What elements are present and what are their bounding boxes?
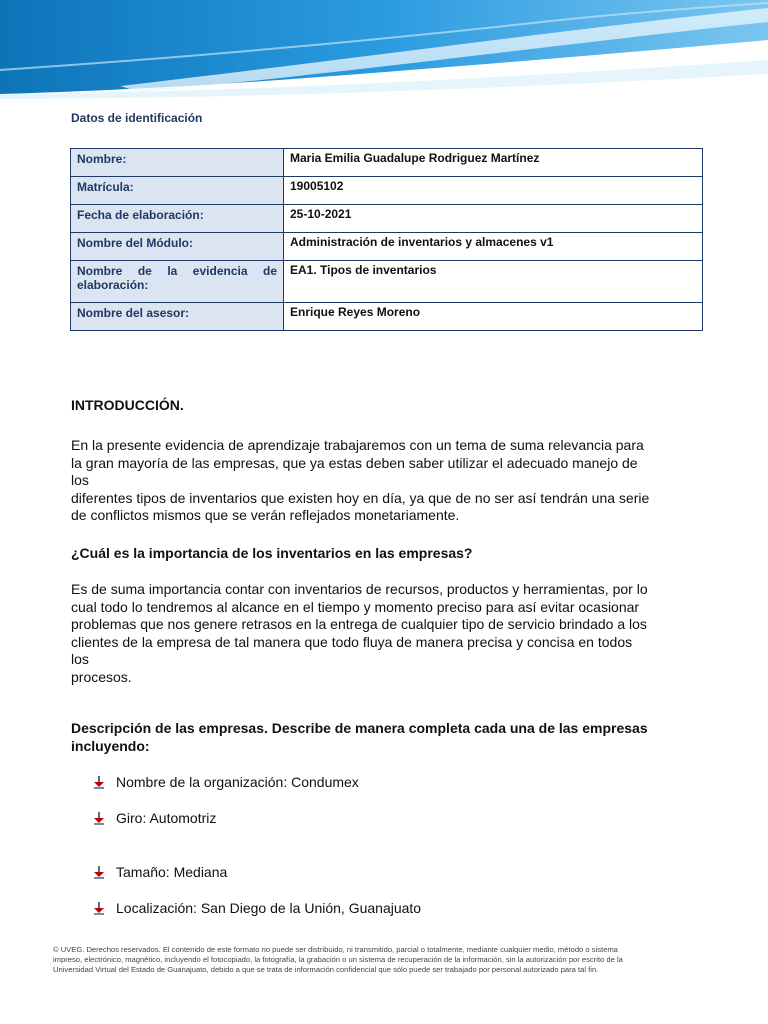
footer-line: © UVEG. Derechos reservados. El contenido de este formato no puede ser distribuido, ni transmitido, parcial o totalmente, mediante cualquier medio, método o sistema [53, 945, 618, 954]
row-value: Maria Emilia Guadalupe Rodriguez Martínez [284, 149, 703, 177]
footer-line: Universidad Virtual del Estado de Guanajuato, debido a que se trata de información confidencial que sólo puede ser trabajado por personal autorizado para tal fin. [53, 965, 599, 974]
text-line: clientes de la empresa de tal manera que todo fluya de manera precisa y concisa en todos [71, 633, 633, 650]
table-row [71, 233, 703, 261]
row-value: Enrique Reyes Moreno [284, 303, 703, 331]
list-item-text: Giro: Automotriz [116, 810, 217, 826]
text-line: En la presente evidencia de aprendizaje trabajaremos con un tema de suma relevancia para [71, 437, 644, 453]
row-label: Nombre del asesor: [71, 303, 284, 331]
arrow-down-bullet-icon [93, 866, 105, 879]
text-line: de conflictos mismos que se verán reflejados monetariamente. [71, 507, 460, 524]
text-line: cual todo lo tendremos al alcance en el tiempo y momento preciso para así evitar ocasionar [71, 598, 640, 615]
importance-paragraph [71, 581, 697, 687]
importance-heading: ¿Cuál es la importancia de los inventarios en las empresas? [71, 545, 473, 561]
text-line: los [71, 651, 89, 668]
row-label: Nombre del Módulo: [71, 233, 284, 261]
row-value: 25-10-2021 [284, 205, 703, 233]
text-line: diferentes tipos de inventarios que existen hoy en día, ya que de no ser así tendrán una serie [71, 489, 650, 506]
text-line: la gran mayoría de las empresas, que ya estas deben saber utilizar el adecuado manejo de [71, 454, 638, 471]
table-row [71, 149, 703, 177]
intro-paragraph [71, 437, 697, 525]
text-line: Es de suma importancia contar con inventarios de recursos, productos y herramientas, por lo [71, 581, 648, 597]
row-label: Fecha de elaboración: [71, 205, 284, 233]
table-row [71, 177, 703, 205]
table-row [71, 303, 703, 331]
arrow-down-bullet-icon [93, 776, 105, 789]
table-row [71, 261, 703, 303]
row-value: EA1. Tipos de inventarios [284, 261, 703, 303]
identification-title: Datos de identificación [71, 111, 203, 125]
header-wave-banner [0, 0, 768, 100]
text-line: procesos. [71, 668, 132, 685]
description-heading [71, 720, 697, 755]
table-row [71, 205, 703, 233]
copyright-footer [53, 945, 715, 975]
heading-line: incluyendo: [71, 737, 150, 754]
list-item-text: Tamaño: Mediana [116, 864, 228, 880]
row-value: 19005102 [284, 177, 703, 205]
intro-heading: INTRODUCCIÓN. [71, 397, 184, 413]
row-value: Administración de inventarios y almacenes v1 [284, 233, 703, 261]
arrow-down-bullet-icon [93, 902, 105, 915]
list-item-text: Localización: San Diego de la Unión, Guanajuato [116, 900, 422, 916]
row-label: Nombre de la evidencia de elaboración: [71, 261, 284, 303]
heading-line: Descripción de las empresas. Describe de manera completa cada una de las empresas [71, 720, 648, 736]
identification-table [70, 148, 703, 331]
list-item-text: Nombre de la organización: Condumex [116, 774, 359, 790]
arrow-down-bullet-icon [93, 812, 105, 825]
text-line: los [71, 472, 89, 489]
row-label: Nombre: [71, 149, 284, 177]
text-line: problemas que nos genere retrasos en la entrega de cualquier tipo de servicio brindado a los [71, 616, 647, 633]
footer-line: impreso, electrónico, magnético, incluyendo el fotocopiado, la fotografía, la grabación o un sistema de recuperación de la información, sin la autorización por escrito de la [53, 955, 623, 964]
row-label: Matrícula: [71, 177, 284, 205]
